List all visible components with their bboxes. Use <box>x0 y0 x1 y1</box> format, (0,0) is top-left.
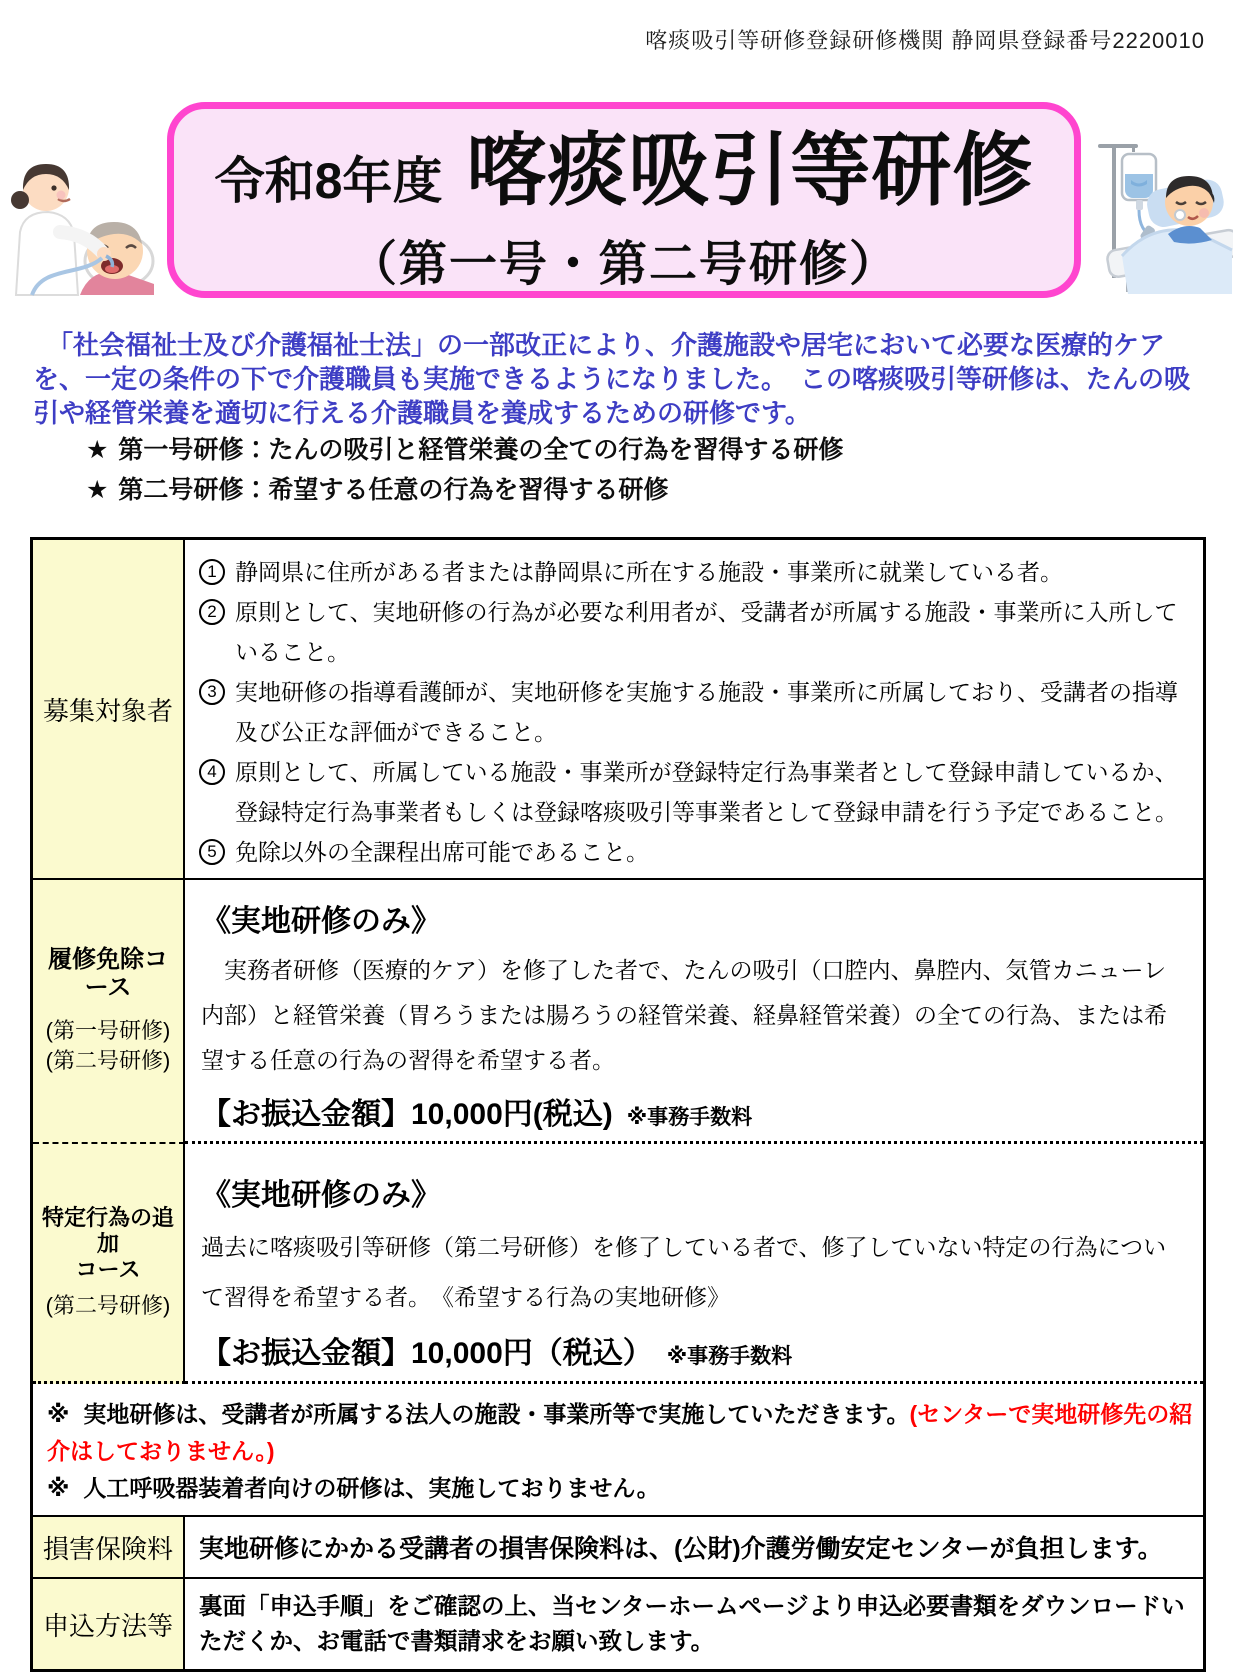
condition-text: 原則として、所属している施設・事業所が登録特定行為事業者として登録申請しているか、登録特定行為事業者もしくは登録喀痰吸引等事業者として登録申請を行う予定であること。 <box>235 759 1178 825</box>
row-notes <box>33 1384 1203 1517</box>
row-insurance <box>33 1517 1203 1579</box>
exemption-label-sub2: (第二号研修) <box>45 1048 171 1073</box>
intro-paragraph: 「社会福祉士及び介護福祉士法」の一部改正により、介護施設や居宅において必要な医療的ケアを、一定の条件の下で介護職員も実施できるようになりました。 この喀痰吸引等研修は、たんの吸引や経管栄養を適切に行える介護職員を養成するための研修です。 <box>33 330 1191 428</box>
condition-text: 静岡県に住所がある者または静岡県に所在する施設・事業所に就業している者。 <box>235 559 1063 585</box>
additional-label-cell <box>33 1144 185 1384</box>
price-label: 【お振込金額】 <box>201 1337 411 1370</box>
insurance-label: 損害保険料 <box>42 1533 173 1564</box>
row-additional-course <box>33 1144 1203 1384</box>
recruit-conditions-list <box>185 540 1203 878</box>
list-item <box>199 672 1191 752</box>
condition-text: 原則として、実地研修の行為が必要な利用者が、受講者が所属する施設・事業所に入所していること。 <box>235 599 1178 665</box>
exemption-body: 実務者研修（医療的ケア）を修了した者で、たんの吸引（口腔内、鼻腔内、気管カニューレ内部）と経管栄養（胃ろうまたは腸ろうの経管栄養、経鼻経管栄養）の全ての行為、または希望する任意の行為の習得を希望する者。 <box>201 957 1167 1073</box>
reference-mark: ※ <box>47 1475 70 1501</box>
exemption-label-sub1: (第一号研修) <box>45 1018 171 1043</box>
application-label: 申込方法等 <box>42 1610 173 1641</box>
additional-label-line1: 特定行為の追加 <box>41 1204 174 1256</box>
application-text: 裏面「申込手順」をご確認の上、当センターホームページより申込必要書類をダウンロードいただくか、お電話で書類請求をお願い致します。 <box>199 1593 1185 1654</box>
list-item <box>199 552 1191 592</box>
circled-number-icon: 5 <box>199 839 225 865</box>
insurance-text: 実地研修にかかる受講者の損害保険料は、(公財)介護労働安定センターが負担します。 <box>199 1535 1163 1563</box>
nurse-suction-illustration <box>2 148 154 295</box>
condition-text: 実地研修の指導看護師が、実地研修を実施する施設・事業所に所属しており、受講者の指導及び公正な評価ができること。 <box>235 679 1178 745</box>
application-label-cell <box>33 1579 185 1669</box>
recruit-label: 募集対象者 <box>42 695 173 726</box>
highlight-course-1-text: 第一号研修：たんの吸引と経管栄養の全ての行為を習得する研修 <box>118 436 844 464</box>
highlight-course-2-text: 第二号研修：希望する任意の行為を習得する研修 <box>118 476 669 504</box>
condition-text: 免除以外の全課程出席可能であること。 <box>235 839 649 865</box>
patient-bed-iv-illustration <box>1092 136 1232 294</box>
info-table <box>30 537 1206 1672</box>
row-exemption-course <box>33 880 1203 1144</box>
list-item <box>199 592 1191 672</box>
price-value: 10,000円(税込) <box>411 1098 613 1131</box>
price-value: 10,000円（税込） <box>411 1337 653 1370</box>
reference-mark: ※ <box>47 1401 70 1427</box>
exemption-heading: 《実地研修のみ》 <box>201 905 441 938</box>
insurance-content-cell <box>185 1517 1203 1577</box>
exemption-price-line <box>201 1089 1187 1133</box>
additional-label-sub: (第二号研修) <box>45 1292 171 1318</box>
list-item <box>199 832 1191 872</box>
circled-number-icon: 1 <box>199 559 225 585</box>
highlight-course-1 <box>86 430 843 470</box>
additional-heading: 《実地研修のみ》 <box>201 1179 441 1212</box>
exemption-label-cell <box>33 880 185 1144</box>
note1-text: 実地研修は、受講者が所属する法人の施設・事業所等で実施していただきます。 <box>83 1401 910 1427</box>
note1-warning-red: (センターで実地研修先の紹介はしておりません。) <box>47 1401 1193 1464</box>
insurance-label-cell <box>33 1517 185 1577</box>
list-item <box>199 752 1191 832</box>
additional-price-line <box>201 1328 1187 1372</box>
price-note: ※事務手数料 <box>626 1106 753 1129</box>
row-recruit-targets <box>33 540 1203 880</box>
note-line-1 <box>47 1396 1193 1470</box>
note2-text: 人工呼吸器装着者向けの研修は、実施しておりません。 <box>83 1475 660 1501</box>
circled-number-icon: 4 <box>199 759 225 785</box>
recruit-label-cell <box>33 540 185 878</box>
notes-cell <box>33 1384 1203 1515</box>
price-label: 【お振込金額】 <box>201 1098 411 1131</box>
highlight-course-2 <box>86 470 843 510</box>
page-subtitle: （第一号・第二号研修） <box>348 238 899 291</box>
star-icon: ★ <box>86 476 109 504</box>
row-application <box>33 1579 1203 1669</box>
circled-number-icon: 2 <box>199 599 225 625</box>
star-icon: ★ <box>86 436 109 464</box>
title-line1 <box>215 106 1034 221</box>
price-note: ※事務手数料 <box>666 1345 793 1368</box>
course-highlights <box>86 430 843 510</box>
application-content-cell <box>185 1579 1203 1669</box>
fiscal-year-label: 令和8年度 <box>214 153 443 209</box>
additional-body: 過去に喀痰吸引等研修（第二号研修）を修了している者で、修了していない特定の行為について習得を希望する者。 《希望する行為の実地研修》 <box>201 1234 1167 1310</box>
exemption-label: 履修免除コース <box>48 946 168 1001</box>
page-title: 喀痰吸引等研修 <box>466 126 1034 215</box>
registration-note: 喀痰吸引等研修登録研修機関 静岡県登録番号2220010 <box>645 28 1205 53</box>
title-banner <box>167 102 1081 298</box>
exemption-content-cell <box>185 880 1203 1144</box>
recruit-content-cell <box>185 540 1203 878</box>
additional-label-line2: コース <box>75 1256 141 1282</box>
circled-number-icon: 3 <box>199 679 225 705</box>
additional-content-cell <box>185 1144 1203 1384</box>
note-line-2 <box>47 1470 1193 1507</box>
